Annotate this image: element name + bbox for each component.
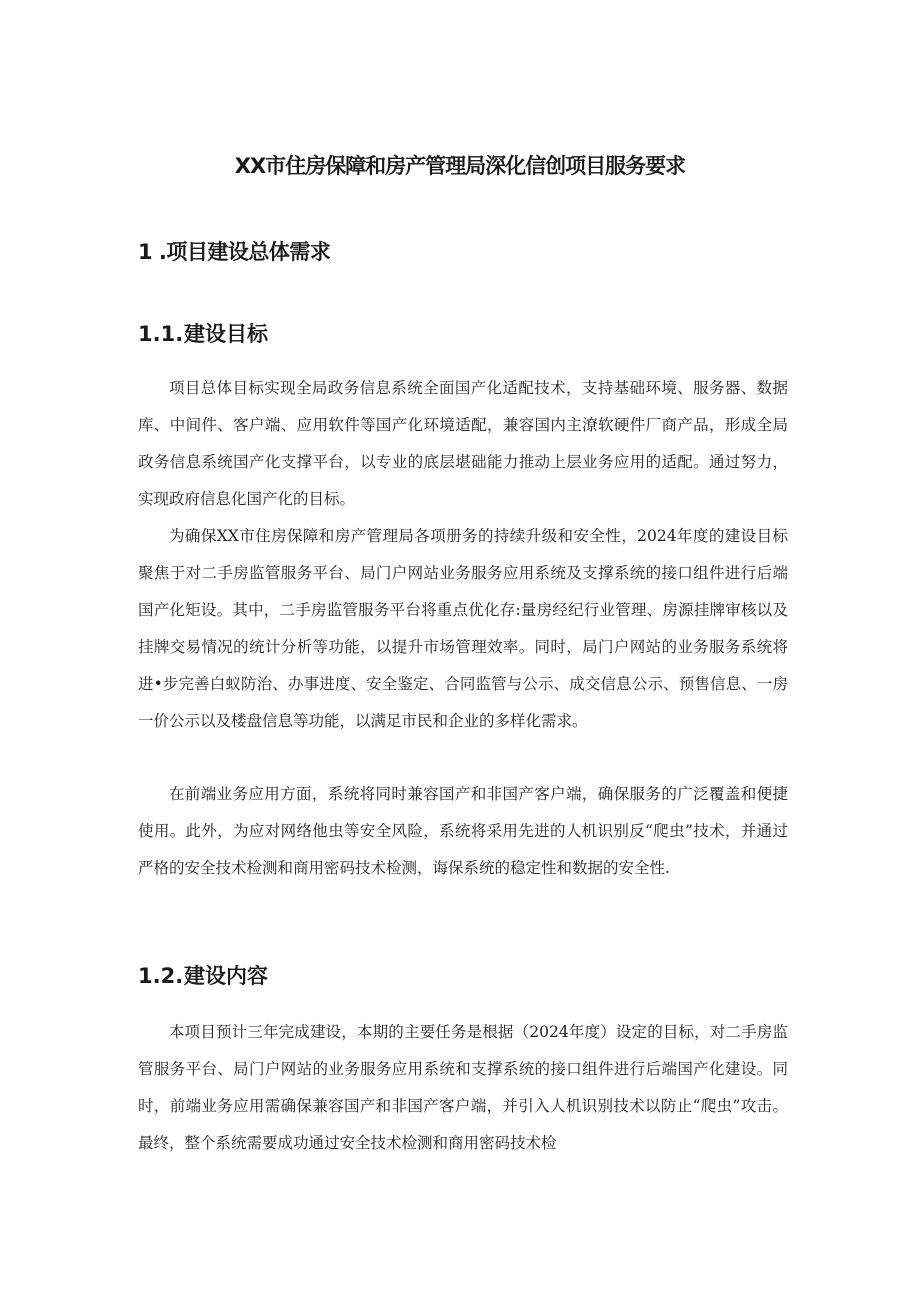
section-1-2-number: 1.2. bbox=[138, 964, 184, 988]
section-1-1-paragraph-1: 项目总体目标实现全局政务信息系统全面国产化适配技术，支持基础环境、服务器、数据库、中间件、客户端、应用软件等国产化环境适配，兼容国内主潦软硬件厂商产品，形成全局政务信息系统国产化支撑平台，以专业的底层堪础能力推动上层业务应用的适配。通过努力，实现政府信息化国产化的目标。 bbox=[138, 379, 788, 508]
section-1-1-paragraph-2: 为确保XX市住房保障和房产管理局各项册务的持续升级和安全性，2024年度的建设目标聚焦于对二手房监管服务平台、局门户网站业务服务应用系统及支撑系统的接口组件进行后端国产化矩设。其中，二手房监管服务平台将重点优化存:量房经纪行业管理、房源挂牌审核以及挂牌交易情况的统计分析等功能，以提升市场管理效率。同时，局门户网站的业务服务系统将进•步完善白蚁防治、办事进度、安全鉴定、合同监管与公示、成交信息公示、预售信息、一房一价公示以及楼盘信息等功能，以满足市民和企业的多样化需求。 bbox=[138, 527, 788, 730]
document-title: XX市住房保障和房产管理局深化信创项目服务要求 bbox=[234, 154, 686, 178]
section-1-2-paragraph-1: 本项目预计三年完成建设，本期的主要任务是根据（2024年度）设定的目标，对二手房监管服务平台、局门户网站的业务服务应用系统和支撑系统的接口组件进行后端国产化建设。同时，前端业务应用需确保兼容国产和非国产客户端，并引入人机识别技术以防止“爬虫”攻击。最终，整个系统需要成功通过安全技术检测和商用密码技术检 bbox=[138, 1023, 788, 1152]
section-1-1-number: 1.1. bbox=[138, 322, 184, 346]
section-1-heading: 1 .项目建设总体需求 bbox=[138, 240, 331, 264]
section-1-1-title: 建设目标 bbox=[184, 322, 268, 346]
section-1-2-title: 建设内容 bbox=[184, 964, 268, 988]
section-1-1-heading bbox=[138, 318, 268, 348]
section-1-1-paragraph-3: 在前端业务应用方面，系统将同时兼容国产和非国产客户端，确保服务的广泛覆盖和便捷使用。此外，为应对网络他虫等安全风险，系统将采用先进的人机识别反“爬虫”技术，并通过严格的安全技术检测和商用密码技术检测，诲保系统的稳定性和数据的安全性. bbox=[138, 785, 788, 877]
section-1-2-heading bbox=[138, 960, 268, 990]
